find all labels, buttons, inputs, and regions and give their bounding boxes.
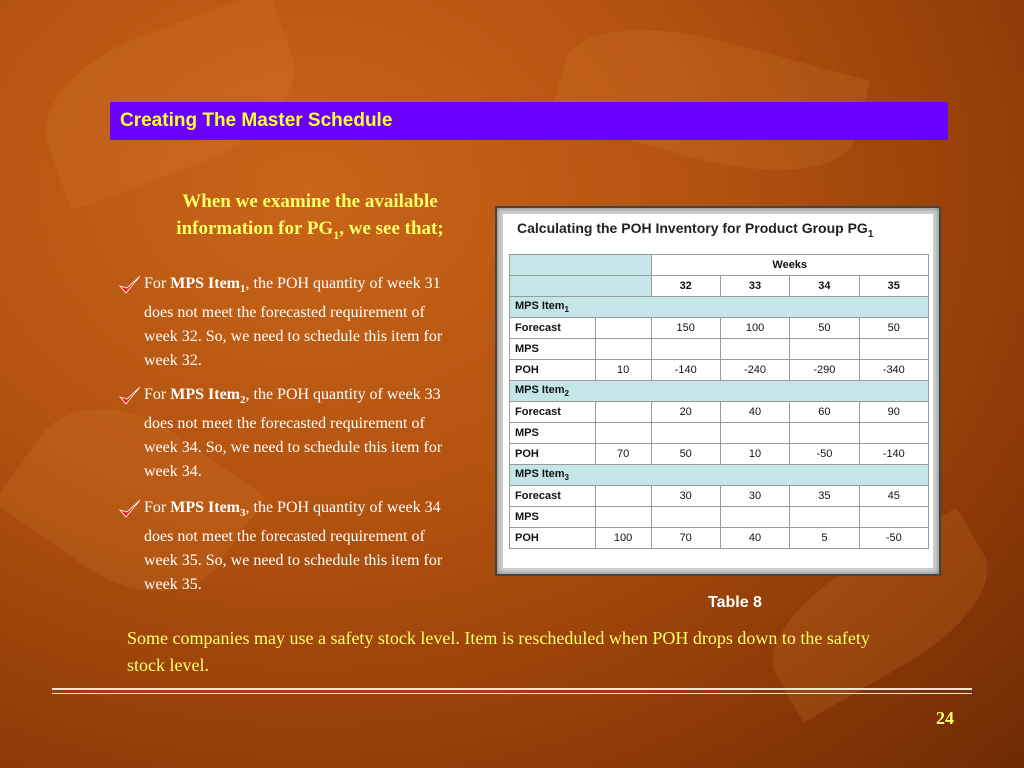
group-name: MPS Item: [515, 299, 565, 312]
forecast-value-cell: 150: [651, 318, 720, 339]
week-number-cell: 35: [859, 276, 928, 297]
forecast-value-cell: 35: [790, 486, 859, 507]
mps-value-cell: [720, 507, 789, 528]
bullet-item-name: MPS Item: [170, 275, 240, 292]
mps-initial-cell: [595, 339, 651, 360]
bullet-item-2: [118, 383, 458, 484]
poh-value-cell: -240: [720, 360, 789, 381]
table-title-sub: 1: [867, 228, 874, 240]
forecast-value-cell: 60: [790, 402, 859, 423]
forecast-value-cell: 90: [859, 402, 928, 423]
mps-initial-cell: [595, 507, 651, 528]
poh-initial-cell: 70: [595, 444, 651, 465]
intro-subscript: 1: [333, 227, 340, 242]
footer-divider: [52, 693, 972, 694]
week-number-cell: 32: [651, 276, 720, 297]
forecast-initial-cell: [595, 486, 651, 507]
mps-value-cell: [720, 339, 789, 360]
table-row: [510, 255, 929, 276]
slide-title: Creating The Master Schedule: [120, 110, 393, 131]
group-subscript: 1: [564, 305, 569, 315]
table-row: [510, 423, 929, 444]
bullet-item-1: [118, 272, 458, 373]
safety-stock-note: Some companies may use a safety stock level. Item is rescheduled when POH drops down to the safety stock level.: [127, 628, 870, 675]
forecast-value-cell: 50: [790, 318, 859, 339]
bullet-prefix: For: [144, 499, 171, 516]
mps-value-cell: [859, 507, 928, 528]
poh-initial-cell: 10: [595, 360, 651, 381]
table-group-row: [510, 381, 929, 402]
mps-value-cell: [859, 339, 928, 360]
poh-table-panel: [503, 214, 933, 568]
table-title: [503, 214, 933, 246]
forecast-value-cell: 45: [859, 486, 928, 507]
poh-value-cell: -140: [859, 444, 928, 465]
intro-text: [130, 188, 490, 249]
group-name: MPS Item: [515, 467, 565, 480]
bullet-item-sub: 3: [240, 507, 246, 520]
table-row: [510, 339, 929, 360]
weeks-header: Weeks: [651, 255, 928, 276]
group-label-cell: [510, 465, 929, 486]
forecast-value-cell: 30: [720, 486, 789, 507]
table-header-blank: [510, 255, 652, 276]
forecast-value-cell: 30: [651, 486, 720, 507]
intro-line-2a: information for PG: [176, 218, 334, 239]
forecast-value-cell: 100: [720, 318, 789, 339]
table-header-blank: [510, 276, 652, 297]
table-group-row: [510, 297, 929, 318]
poh-value-cell: -50: [859, 528, 928, 549]
poh-value-cell: 50: [651, 444, 720, 465]
table-row: [510, 402, 929, 423]
mps-label-cell: MPS: [510, 339, 596, 360]
poh-value-cell: 70: [651, 528, 720, 549]
mps-label-cell: MPS: [510, 423, 596, 444]
forecast-label-cell: Forecast: [510, 402, 596, 423]
mps-label-cell: MPS: [510, 507, 596, 528]
check-mark-icon: [118, 274, 142, 296]
bullet-item-name: MPS Item: [170, 386, 240, 403]
poh-label-cell: POH: [510, 528, 596, 549]
slide-title-bar: [110, 102, 948, 140]
mps-value-cell: [859, 423, 928, 444]
table-group-row: [510, 465, 929, 486]
mps-initial-cell: [595, 423, 651, 444]
group-subscript: 3: [564, 473, 569, 483]
intro-line-1: When we examine the available: [182, 191, 438, 212]
check-mark-icon: [118, 498, 142, 520]
table-row: [510, 528, 929, 549]
bullet-text: , the POH quantity of week 33 does not meet the forecasted requirement of week 34. So, we need to schedule this item for week 34.: [144, 386, 443, 481]
group-subscript: 2: [564, 389, 569, 399]
bullet-item-name: MPS Item: [170, 499, 240, 516]
poh-label-cell: POH: [510, 444, 596, 465]
poh-table-frame: [495, 206, 941, 576]
bullet-item-sub: 2: [240, 394, 246, 407]
mps-value-cell: [790, 423, 859, 444]
poh-value-cell: 40: [720, 528, 789, 549]
forecast-value-cell: 40: [720, 402, 789, 423]
background-leaf: [550, 3, 871, 197]
mps-value-cell: [651, 423, 720, 444]
page-number: 24: [936, 708, 954, 728]
bullet-text: , the POH quantity of week 31 does not meet the forecasted requirement of week 32. So, we need to schedule this item for week 32.: [144, 275, 443, 370]
poh-value-cell: -140: [651, 360, 720, 381]
intro-line-2b: , we see that;: [339, 218, 444, 239]
check-mark-icon: [118, 385, 142, 407]
forecast-value-cell: 20: [651, 402, 720, 423]
table-row: [510, 444, 929, 465]
footer-divider: [52, 688, 972, 690]
poh-value-cell: 5: [790, 528, 859, 549]
week-number-cell: 34: [790, 276, 859, 297]
table-caption: Table 8: [708, 594, 762, 611]
table-row: [510, 360, 929, 381]
table-row: [510, 507, 929, 528]
group-name: MPS Item: [515, 383, 565, 396]
poh-initial-cell: 100: [595, 528, 651, 549]
bullet-prefix: For: [144, 386, 171, 403]
mps-value-cell: [720, 423, 789, 444]
table-row: [510, 486, 929, 507]
table-row: [510, 276, 929, 297]
group-label-cell: [510, 297, 929, 318]
mps-value-cell: [651, 339, 720, 360]
week-number-cell: 33: [720, 276, 789, 297]
forecast-value-cell: 50: [859, 318, 928, 339]
bullet-prefix: For: [144, 275, 171, 292]
group-label-cell: [510, 381, 929, 402]
table-row: [510, 318, 929, 339]
forecast-initial-cell: [595, 318, 651, 339]
mps-value-cell: [651, 507, 720, 528]
bullet-item-sub: 1: [240, 283, 246, 296]
poh-value-cell: 10: [720, 444, 789, 465]
poh-table: [509, 254, 929, 549]
bullet-item-3: [118, 496, 458, 597]
table-title-text: Calculating the POH Inventory for Product Group PG: [517, 220, 868, 236]
forecast-label-cell: Forecast: [510, 486, 596, 507]
poh-value-cell: -290: [790, 360, 859, 381]
forecast-initial-cell: [595, 402, 651, 423]
poh-label-cell: POH: [510, 360, 596, 381]
poh-value-cell: -50: [790, 444, 859, 465]
mps-value-cell: [790, 507, 859, 528]
mps-value-cell: [790, 339, 859, 360]
forecast-label-cell: Forecast: [510, 318, 596, 339]
poh-value-cell: -340: [859, 360, 928, 381]
bullet-text: , the POH quantity of week 34 does not meet the forecasted requirement of week 35. So, we need to schedule this item for week 35.: [144, 499, 443, 594]
